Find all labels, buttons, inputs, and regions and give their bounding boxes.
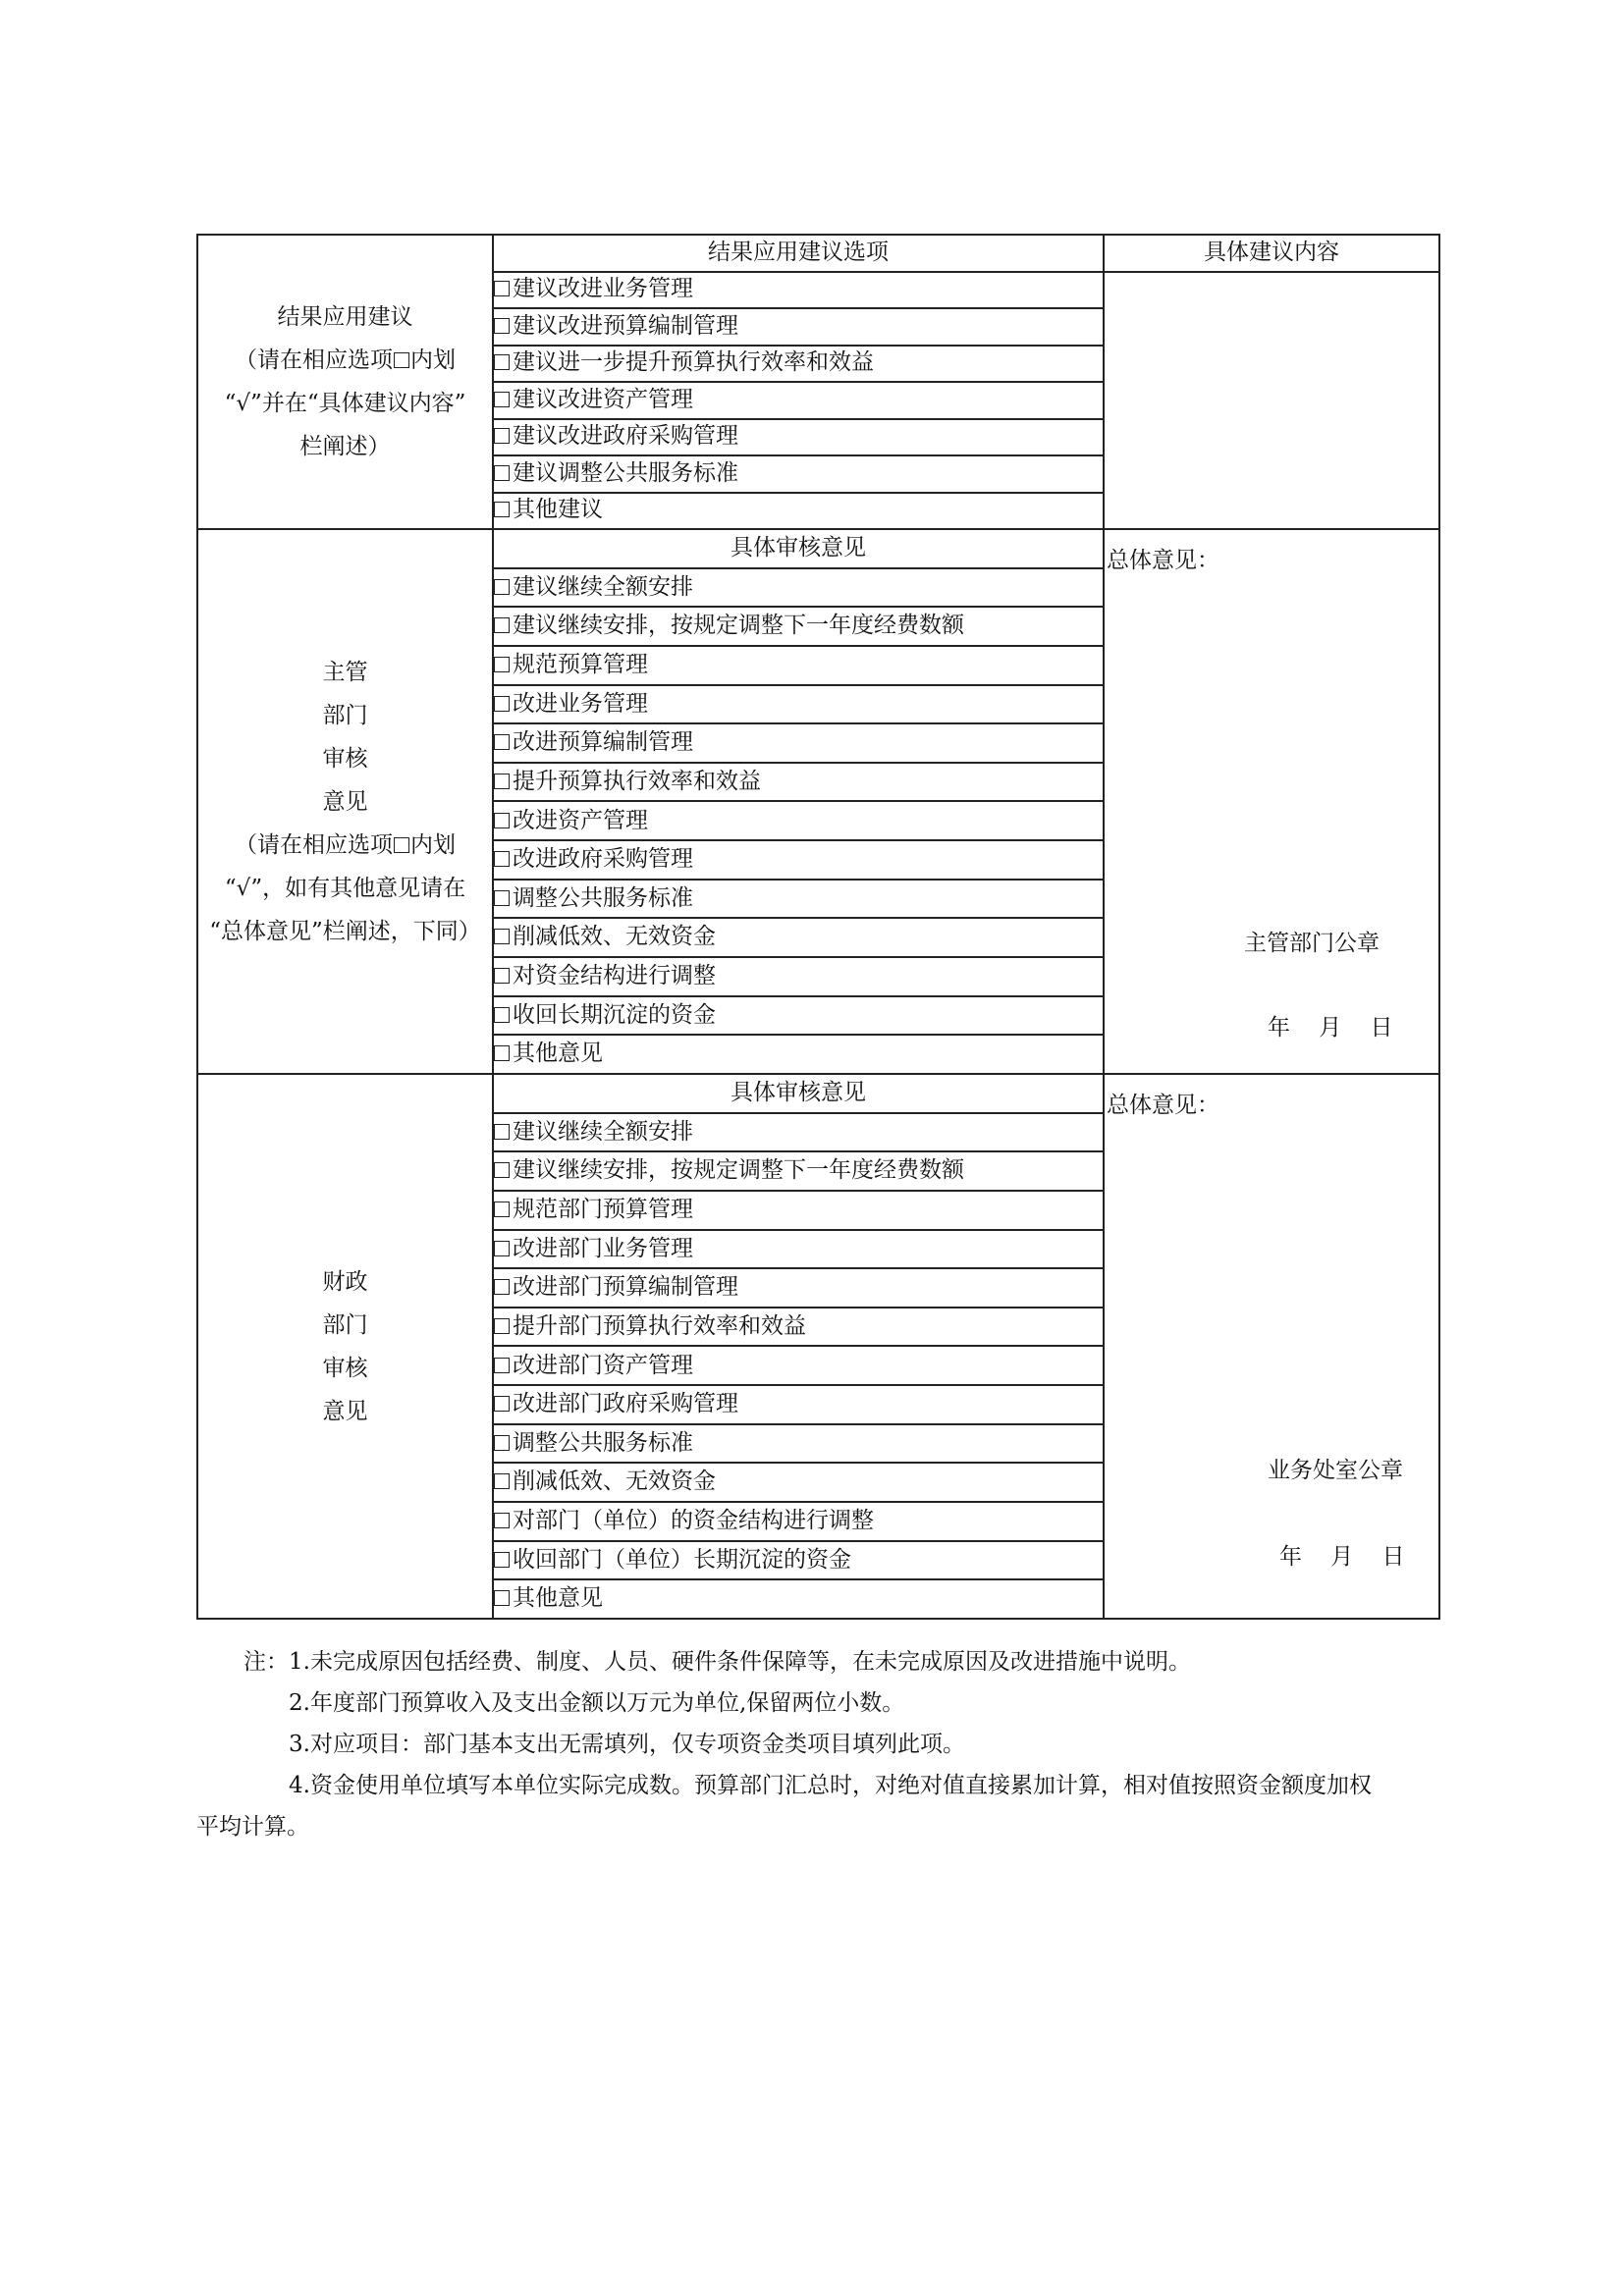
option-item[interactable]: 改进政府采购管理	[493, 840, 1104, 880]
option-item[interactable]: 建议调整公共服务标准	[493, 455, 1104, 493]
option-item[interactable]: 改进业务管理	[493, 685, 1104, 724]
section3-header-row	[197, 1074, 1439, 1113]
section1-header-row	[197, 235, 1439, 272]
checkbox-icon[interactable]	[494, 502, 510, 517]
checkbox-icon[interactable]	[494, 657, 510, 672]
checkbox-icon[interactable]	[494, 851, 510, 867]
overall-opinion-label: 总体意见：	[1107, 1093, 1219, 1118]
checkbox-icon[interactable]	[494, 1318, 510, 1334]
checkbox-icon[interactable]	[494, 1435, 510, 1451]
section2-label-cell: 主管 部门 审核 意见 （请在相应选项 内划 “√”，如有其他意见请在 “总体意见”栏阐述，下同）	[197, 529, 493, 1074]
section2-overall-cell[interactable]	[1104, 529, 1439, 1074]
section2-header-row	[197, 529, 1439, 568]
option-item[interactable]: 建议继续全额安排	[493, 568, 1104, 608]
checkbox-icon[interactable]	[494, 929, 510, 944]
checkbox-icon[interactable]	[494, 1513, 510, 1528]
checkbox-icon[interactable]	[494, 968, 510, 984]
option-item[interactable]: 改进预算编制管理	[493, 723, 1104, 763]
option-item[interactable]: 规范部门预算管理	[493, 1191, 1104, 1230]
section3-label-cell: 财政 部门 审核 意见	[197, 1074, 493, 1619]
option-item[interactable]: 调整公共服务标准	[493, 880, 1104, 919]
checkbox-icon[interactable]	[494, 813, 510, 828]
checkbox-icon[interactable]	[494, 392, 510, 407]
option-item[interactable]: 建议进一步提升预算执行效率和效益	[493, 346, 1104, 383]
footnote-1: 注：1.未完成原因包括经费、制度、人员、硬件条件保障等，在未完成原因及改进措施中说明。	[244, 1649, 1191, 1675]
option-item[interactable]: 建议改进政府采购管理	[493, 419, 1104, 456]
checkbox-icon[interactable]	[494, 1007, 510, 1023]
checkbox-icon[interactable]	[494, 890, 510, 906]
checkbox-icon[interactable]	[494, 579, 510, 595]
option-item[interactable]: 改进部门资产管理	[493, 1346, 1104, 1385]
option-item[interactable]: 改进资产管理	[493, 801, 1104, 840]
checkbox-icon[interactable]	[494, 1590, 510, 1606]
checkbox-glyph-icon	[394, 352, 409, 368]
footnotes	[196, 1641, 1443, 1847]
checkbox-icon[interactable]	[494, 1201, 510, 1217]
checkbox-icon[interactable]	[494, 617, 510, 633]
checkbox-icon[interactable]	[494, 1279, 510, 1295]
checkbox-icon[interactable]	[494, 318, 510, 334]
checkbox-icon[interactable]	[494, 1473, 510, 1489]
option-item[interactable]: 其他意见	[493, 1035, 1104, 1074]
section1-content-cell[interactable]	[1104, 272, 1439, 530]
seal-label: 主管部门公章	[1244, 931, 1380, 956]
option-item[interactable]: 建议改进业务管理	[493, 272, 1104, 309]
checkbox-icon[interactable]	[494, 1552, 510, 1568]
option-item[interactable]: 建议继续全额安排	[493, 1113, 1104, 1152]
option-item[interactable]: 削减低效、无效资金	[493, 918, 1104, 957]
checkbox-icon[interactable]	[494, 354, 510, 370]
checkbox-icon[interactable]	[494, 734, 510, 750]
review-form-table	[196, 234, 1440, 1620]
section1-options-header: 结果应用建议选项	[493, 235, 1104, 272]
option-item[interactable]: 削减低效、无效资金	[493, 1463, 1104, 1502]
option-item[interactable]: 收回长期沉淀的资金	[493, 996, 1104, 1036]
option-item[interactable]: 建议改进资产管理	[493, 382, 1104, 419]
option-item[interactable]: 建议继续安排，按规定调整下一年度经费数额	[493, 1151, 1104, 1191]
option-item[interactable]: 其他意见	[493, 1579, 1104, 1619]
footnote-3: 3.对应项目：部门基本支出无需填列，仅专项资金类项目填列此项。	[289, 1732, 965, 1757]
date-line: 年 月 日	[1268, 1015, 1393, 1041]
footnote-4-cont: 平均计算。	[196, 1814, 309, 1840]
checkbox-icon[interactable]	[494, 281, 510, 296]
checkbox-icon[interactable]	[494, 1396, 510, 1412]
section3-header: 具体审核意见	[493, 1074, 1104, 1113]
date-line: 年 月 日	[1279, 1544, 1405, 1570]
checkbox-icon[interactable]	[494, 774, 510, 789]
section1-label-cell: 结果应用建议 （请在相应选项 内划 “√”并在“具体建议内容” 栏阐述）	[197, 235, 493, 529]
option-item[interactable]: 建议改进预算编制管理	[493, 308, 1104, 346]
option-item[interactable]: 建议继续安排，按规定调整下一年度经费数额	[493, 607, 1104, 646]
checkbox-icon[interactable]	[494, 1162, 510, 1178]
section1-content-header: 具体建议内容	[1104, 235, 1439, 272]
option-item[interactable]: 对资金结构进行调整	[493, 957, 1104, 996]
checkbox-glyph-icon	[394, 837, 409, 853]
section3-overall-cell[interactable]	[1104, 1074, 1439, 1619]
section2-header: 具体审核意见	[493, 529, 1104, 568]
option-item[interactable]: 调整公共服务标准	[493, 1424, 1104, 1464]
checkbox-icon[interactable]	[494, 465, 510, 481]
footnote-2: 2.年度部门预算收入及支出金额以万元为单位,保留两位小数。	[289, 1690, 905, 1716]
footnote-4: 4.资金使用单位填写本单位实际完成数。预算部门汇总时，对绝对值直接累加计算，相对值按照资金额度加权	[289, 1773, 1372, 1798]
checkbox-icon[interactable]	[494, 428, 510, 444]
option-item[interactable]: 其他建议	[493, 493, 1104, 530]
option-item[interactable]: 改进部门政府采购管理	[493, 1385, 1104, 1424]
option-item[interactable]: 收回部门（单位）长期沉淀的资金	[493, 1541, 1104, 1580]
checkbox-icon[interactable]	[494, 1045, 510, 1061]
checkbox-icon[interactable]	[494, 696, 510, 712]
option-item[interactable]: 改进部门业务管理	[493, 1230, 1104, 1269]
checkbox-icon[interactable]	[494, 1358, 510, 1373]
seal-label: 业务处室公章	[1268, 1458, 1403, 1483]
section1-title: 结果应用建议	[277, 304, 413, 330]
option-item[interactable]: 规范预算管理	[493, 646, 1104, 685]
checkbox-icon[interactable]	[494, 1241, 510, 1256]
option-item[interactable]: 提升预算执行效率和效益	[493, 763, 1104, 802]
checkbox-icon[interactable]	[494, 1124, 510, 1140]
option-item[interactable]: 对部门（单位）的资金结构进行调整	[493, 1502, 1104, 1541]
overall-opinion-label: 总体意见：	[1107, 548, 1219, 573]
option-item[interactable]: 改进部门预算编制管理	[493, 1268, 1104, 1308]
option-item[interactable]: 提升部门预算执行效率和效益	[493, 1308, 1104, 1347]
